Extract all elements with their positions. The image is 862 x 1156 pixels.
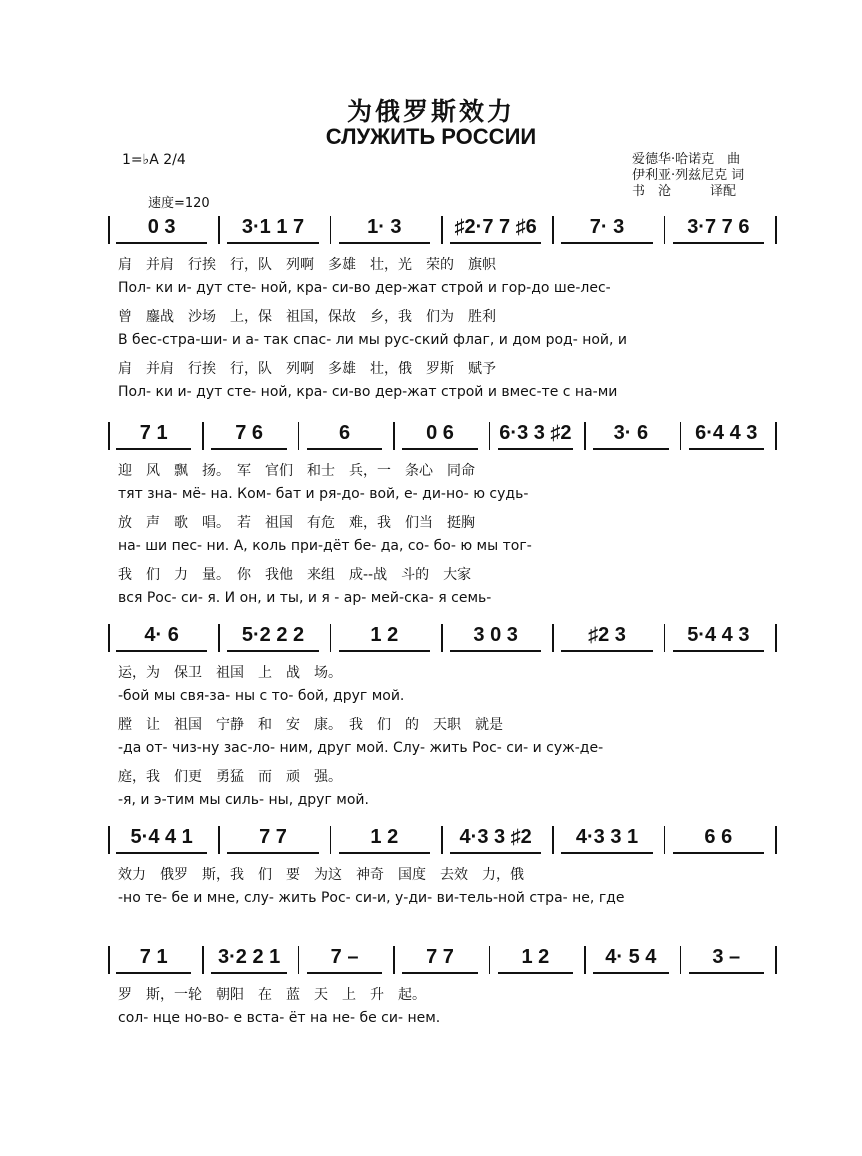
beam-line xyxy=(211,448,286,450)
beam-line xyxy=(116,242,207,244)
measure-notes: 3·2 2 1 xyxy=(218,946,281,968)
translator-credit: 书 沧 译配 xyxy=(632,184,737,199)
lyric-line: -я, и э-тим мы силь- ны, друг мой. xyxy=(118,792,369,808)
beam-line xyxy=(339,650,430,652)
lyric-line: 庭，我 们更 勇猛 而 顽 强。 xyxy=(118,769,342,785)
measure-notes: 6·4 4 3 xyxy=(695,422,758,444)
bar-line xyxy=(775,624,777,652)
bar-line-start xyxy=(108,826,110,854)
beam-line xyxy=(673,852,764,854)
measure-notes: 5·2 2 2 xyxy=(241,624,305,646)
lyric-line: 肩 并肩 行挨 行，队 列啊 多雄 壮，光 荣的 旗帜 xyxy=(118,257,496,273)
bar-line-start xyxy=(108,422,110,450)
lyric-line: 曾 鏖战 沙场 上，保 祖国，保故 乡，我 们为 胜利 xyxy=(118,309,496,325)
beam-line xyxy=(402,448,477,450)
measure-notes: 3·7 7 6 xyxy=(687,216,750,238)
beam-line xyxy=(561,242,652,244)
measure-notes: 1 2 xyxy=(370,624,399,646)
beam-line xyxy=(211,972,286,974)
beam-line xyxy=(498,448,573,450)
beam-line xyxy=(227,242,318,244)
beam-line xyxy=(402,972,477,974)
bar-line xyxy=(775,946,777,974)
lyric-line: Пол- ки и- дут сте- ной, кра- си-во дер-жат строй и гор-до ше-лес- xyxy=(118,280,611,296)
measure-notes: 5·4 4 1 xyxy=(130,826,193,848)
lyric-line: Пол- ки и- дут сте- ной, кра- си-во дер-жат строй и вмес-те с на-ми xyxy=(118,384,618,400)
measure-notes: 3 – xyxy=(712,946,741,968)
measure-notes: 0 3 xyxy=(147,216,176,238)
beam-line xyxy=(673,650,764,652)
tempo-marking: 速度=120 xyxy=(148,196,210,211)
measure-notes: ♯2·7 7 ♯6 xyxy=(454,216,537,238)
measure-notes: 7 1 xyxy=(139,422,168,444)
beam-line xyxy=(116,448,191,450)
measure-notes: 4· 5 4 xyxy=(605,946,657,968)
measure-notes: 4·3 3 ♯2 xyxy=(459,826,532,848)
measure-notes: 3 0 3 xyxy=(473,624,518,646)
beam-line xyxy=(307,972,382,974)
lyric-line: 运，为 保卫 祖国 上 战 场。 xyxy=(118,665,342,681)
beam-line xyxy=(689,972,764,974)
lyric-line: на- ши пес- ни. А, коль при-дёт бе- да, со- бо- ю мы тог- xyxy=(118,538,532,554)
lyric-line: -но те- бе и мне, слу- жить Рос- си-и, у-ди- ви-тель-ной стра- не, где xyxy=(118,890,625,906)
lyric-line: 膛 让 祖国 宁静 和 安 康。 我 们 的 天职 就是 xyxy=(118,717,503,733)
beam-line xyxy=(227,650,318,652)
lyric-line: -да от- чиз-ну зас-ло- ним, друг мой. Слу- жить Рос- си- и суж-де- xyxy=(118,740,604,756)
measure-notes: 0 6 xyxy=(426,422,454,444)
beam-line xyxy=(339,852,430,854)
measure-notes: 7 1 xyxy=(139,946,168,968)
measure-notes: 3·1 1 7 xyxy=(241,216,305,238)
lyric-line: тят зна- мё- на. Ком- бат и ря-до- вой, е- ди-но- ю судь- xyxy=(118,486,529,502)
beam-line xyxy=(561,852,652,854)
beam-line xyxy=(227,852,318,854)
title-chinese: 为俄罗斯效力 xyxy=(346,97,515,126)
measure-notes: 4·3 3 1 xyxy=(575,826,639,848)
measure-notes: 1 2 xyxy=(521,946,550,968)
lyric-line: 我 们 力 量。 你 我他 来组 成--战 斗的 大家 xyxy=(118,567,472,583)
beam-line xyxy=(116,650,207,652)
lyric-line: 效力 俄罗 斯，我 们 要 为这 神奇 国度 去效 力，俄 xyxy=(118,867,524,883)
lyric-line: вся Рос- си- я. И он, и ты, и я - ар- мей-ска- я семь- xyxy=(118,590,492,606)
lyric-line: 罗 斯，一轮 朝阳 在 蓝 天 上 升 起。 xyxy=(118,987,426,1003)
measure-notes: 6 6 xyxy=(704,826,733,848)
measure-notes: 6 xyxy=(338,422,351,444)
beam-line xyxy=(450,650,541,652)
lyric-line: 放 声 歌 唱。 若 祖国 有危 难，我 们当 挺胸 xyxy=(118,515,475,531)
bar-line-start xyxy=(108,216,110,244)
beam-line xyxy=(673,242,764,244)
measure-notes: 7 7 xyxy=(259,826,287,848)
bar-line xyxy=(775,826,777,854)
bar-line xyxy=(775,422,777,450)
beam-line xyxy=(450,852,541,854)
beam-line xyxy=(339,242,430,244)
measure-notes: 4· 6 xyxy=(144,624,179,646)
beam-line xyxy=(498,972,573,974)
measure-notes: ♯2 3 xyxy=(588,624,626,646)
composer-credit: 爱德华·哈诺克 曲 xyxy=(632,152,741,167)
measure-notes: 7 – xyxy=(330,946,359,968)
lyric-line: 迎 风 飘 扬。 军 官们 和士 兵，一 条心 同命 xyxy=(118,463,475,479)
bar-line-start xyxy=(108,624,110,652)
beam-line xyxy=(593,972,668,974)
lyric-line: -бой мы свя-за- ны с то- бой, друг мой. xyxy=(118,688,405,704)
beam-line xyxy=(116,852,207,854)
credits xyxy=(632,152,744,200)
lyric-line: 肩 并肩 行挨 行，队 列啊 多雄 壮，俄 罗斯 赋予 xyxy=(118,361,496,377)
lyricist-credit: 伊利亚·列兹尼克 词 xyxy=(632,168,745,183)
title-russian: СЛУЖИТЬ РОССИИ xyxy=(325,124,537,149)
measure-notes: 7 6 xyxy=(235,422,264,444)
beam-line xyxy=(450,242,541,244)
beam-line xyxy=(593,448,668,450)
bar-line-start xyxy=(108,946,110,974)
measure-notes: 1 2 xyxy=(370,826,399,848)
beam-line xyxy=(307,448,382,450)
beam-line xyxy=(689,448,764,450)
lyric-line: сол- нце но-во- е вста- ёт на не- бе си- нем. xyxy=(118,1010,441,1026)
beam-line xyxy=(116,972,191,974)
key-signature: 1=♭A 2/4 xyxy=(122,152,186,168)
measure-notes: 1· 3 xyxy=(367,216,402,238)
bar-line xyxy=(775,216,777,244)
measure-notes: 6·3 3 ♯2 xyxy=(499,422,572,444)
measure-notes: 7· 3 xyxy=(589,216,625,238)
measure-notes: 5·4 4 3 xyxy=(687,624,750,646)
measure-notes: 3· 6 xyxy=(613,422,649,444)
measure-notes: 7 7 xyxy=(426,946,454,968)
lyric-line: В бес-стра-ши- и а- так спас- ли мы рус-ский флаг, и дом род- ной, и xyxy=(118,332,628,348)
beam-line xyxy=(561,650,652,652)
